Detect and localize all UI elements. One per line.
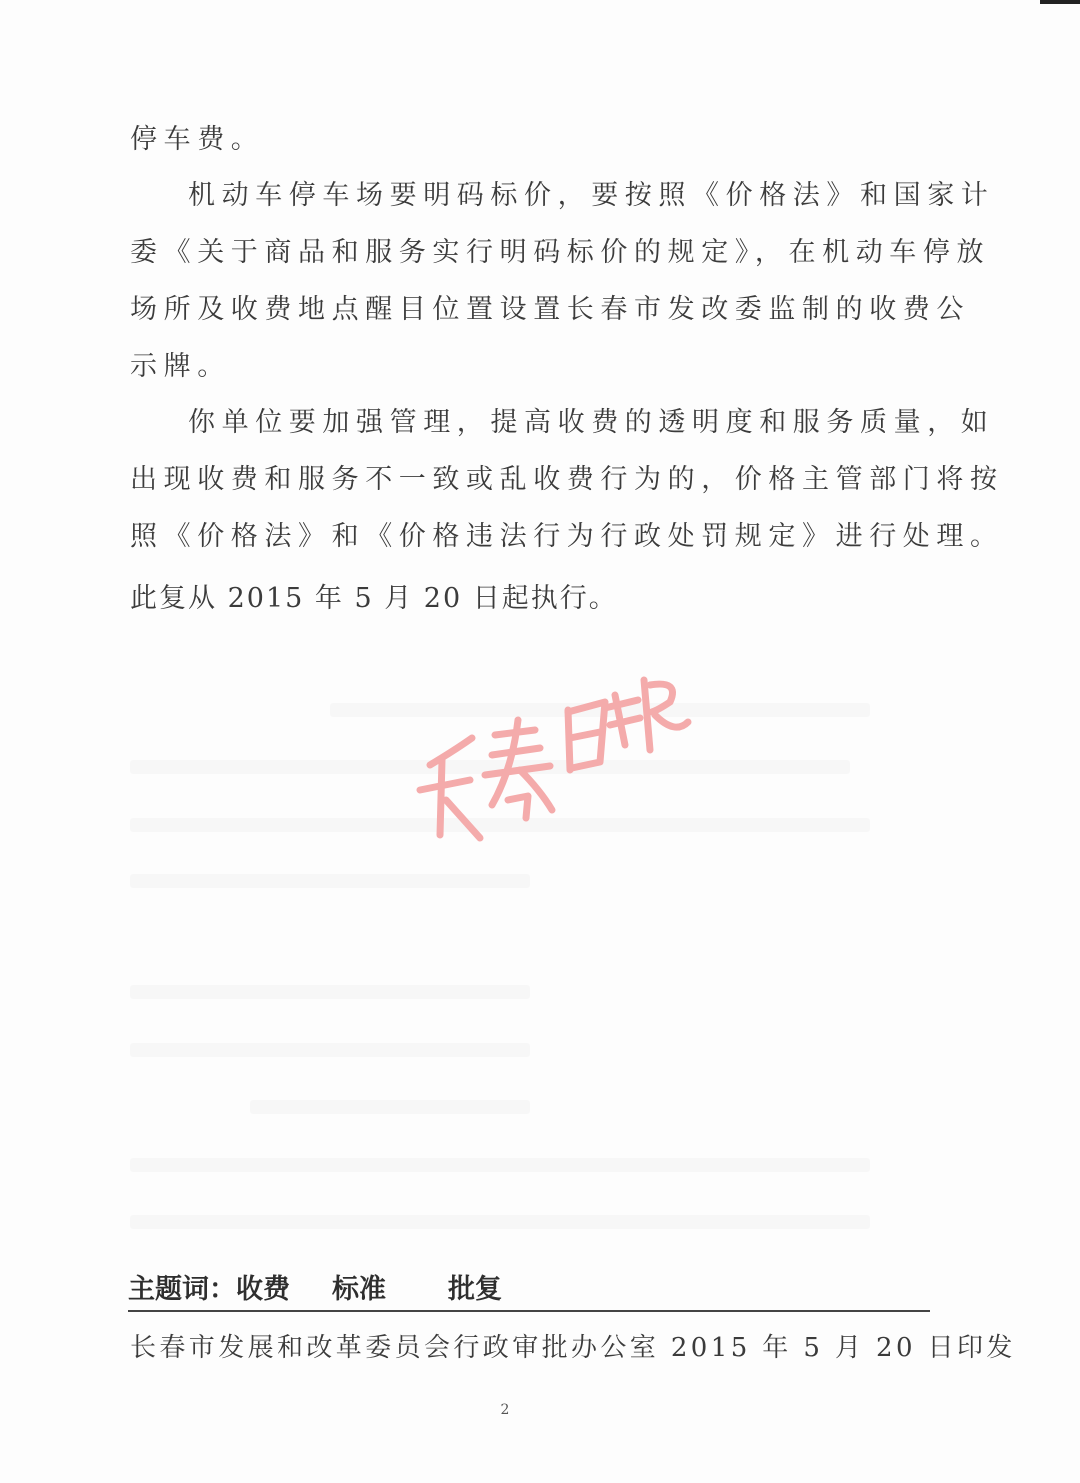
bleed-through (130, 1043, 530, 1057)
effective-date-line: 此复从 2015 年 5 月 20 日起执行。 (130, 583, 618, 614)
paragraph-line: 委《关于商品和服务实行明码标价的规定》，在机动车停放 (130, 237, 991, 268)
bleed-through (250, 1100, 530, 1114)
paragraph-line: 你单位要加强管理，提高收费的透明度和服务质量，如 (188, 407, 995, 438)
subject-keywords (128, 1270, 502, 1310)
divider-line (128, 1310, 930, 1312)
paragraph-line: 照《价格法》和《价格违法行为行政处罚规定》进行处理。 (130, 521, 1004, 552)
bleed-through (130, 1158, 870, 1172)
paragraph-line: 示牌。 (130, 351, 231, 382)
paragraph-line: 停车费。 (130, 124, 265, 155)
keyword-item: 批复 (448, 1274, 502, 1305)
keyword-item: 收费 (236, 1274, 290, 1305)
paragraph-line: 出现收费和服务不一致或乱收费行为的，价格主管部门将按 (130, 464, 1004, 495)
scan-edge-mark (1040, 0, 1080, 4)
paragraph-line: 场所及收费地点醒目位置设置长春市发改委监制的收费公 (130, 294, 970, 325)
paragraph-line: 机动车停车场要明码标价，要按照《价格法》和国家计 (188, 180, 995, 211)
newspaper-watermark (400, 640, 700, 860)
bleed-through (130, 874, 530, 888)
keywords-label: 主题词： (128, 1274, 236, 1305)
bleed-through (130, 985, 530, 999)
issuer-line: 长春市发展和改革委员会行政审批办公室 2015 年 5 月 20 日印发 (130, 1333, 1016, 1363)
page-number: 2 (500, 1402, 510, 1418)
bleed-through (130, 1215, 870, 1229)
keyword-item: 标准 (332, 1274, 386, 1305)
